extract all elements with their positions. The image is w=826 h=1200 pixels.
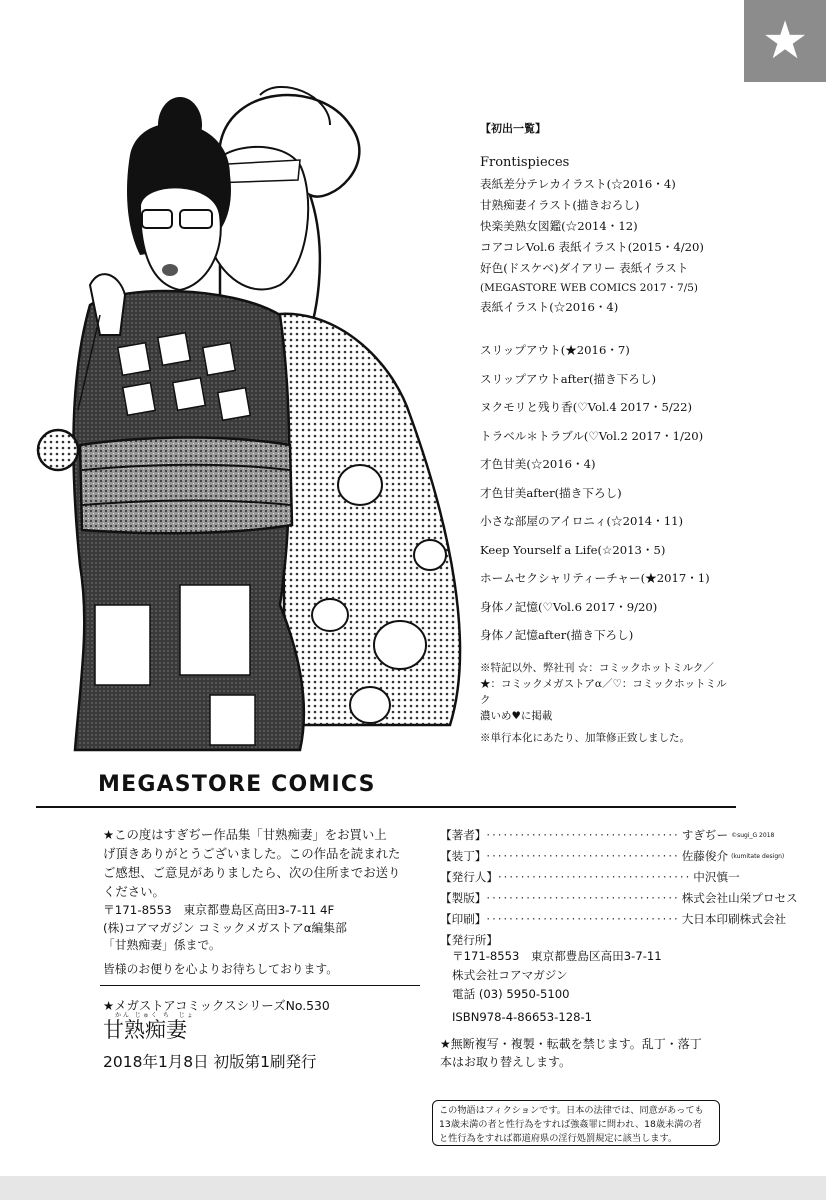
story-item: トラベル＊トラブル(♡Vol.2 2017・1/20) (480, 428, 704, 443)
disclaimer-line: と性行為をすれば都道府県の淫行処罰規定に該当します。 (439, 1133, 678, 1144)
front-item: 好色(ドスケベ)ダイアリー 表紙イラスト (480, 261, 689, 275)
disclaimer-line: 13歳未満の者と性行為をすれば強姦罪に問われ、18歳未満の者 (439, 1119, 702, 1130)
credit-value: 佐藤俊介 (681, 849, 729, 863)
credit-value: 中沢慎一 (693, 870, 740, 884)
credit-row (440, 867, 740, 888)
credit-extra: ©sugi_G 2018 (731, 832, 775, 839)
credit-label: 【発行人】 (440, 870, 498, 884)
credit-row (440, 888, 798, 909)
front-item: コアコレVol.6 表紙イラスト(2015・4/20) (480, 240, 704, 254)
release-date: 2018年1月8日 初版第1刷発行 (103, 1053, 317, 1071)
disclaimer-line: この物語はフィクションです。日本の法律では、同意があっても (439, 1105, 704, 1116)
dot-leader: ·································· (497, 870, 692, 884)
publisher-line: 〒171-8553 東京都豊島区高田3-7-11 (452, 949, 662, 963)
credit-value: 大日本印刷株式会社 (681, 912, 787, 926)
publisher-line: 株式会社コアマガジン (452, 968, 568, 982)
front-item: 表紙イラスト(☆2016・4) (480, 300, 619, 314)
credit-label: 【製版】 (440, 891, 487, 905)
front-item: 表紙差分テレカイラスト(☆2016・4) (480, 177, 676, 191)
story-item: ヌクモリと残り香(♡Vol.4 2017・5/22) (480, 400, 693, 414)
divider (36, 806, 736, 808)
fiction-disclaimer (432, 1100, 720, 1146)
contents-heading: 【初出一覧】 (480, 122, 546, 135)
credit-value: 株式会社山栄プロセス (681, 891, 798, 905)
warning-line: ★無断複写・複製・転載を禁じます。乱丁・落丁 (440, 1037, 702, 1051)
cover-illustration (30, 85, 475, 750)
address-line: (株)コアマガジン コミックメガストアα編集部 (103, 920, 347, 935)
publisher-info (452, 947, 662, 1027)
story-item: 才色甘美(☆2016・4) (480, 457, 596, 471)
warning-line: 本はお取り替えします。 (440, 1055, 572, 1069)
star-icon: ★ (761, 11, 809, 71)
story-item: スリップアウトafter(描き下ろし) (480, 371, 656, 386)
dot-leader: ·································· (486, 849, 680, 863)
front-item: 甘熟痴妻イラスト(描きおろし) (480, 198, 640, 212)
credit-label: 【発行所】 (440, 933, 498, 947)
publication-note (480, 660, 730, 724)
note-line: 濃いめ♥に掲載 (480, 710, 553, 722)
story-item: スリップアウト(★2016・7) (480, 343, 630, 357)
imprint-label: MEGASTORE COMICS (98, 772, 376, 797)
credit-row (440, 909, 787, 930)
list-gap (480, 318, 730, 340)
dot-leader: ·································· (486, 912, 680, 926)
thanks-line: ください。 (103, 884, 165, 899)
front-item: (MEGASTORE WEB COMICS 2017・7/5) (480, 282, 699, 294)
star-tab (744, 0, 826, 82)
credit-row (440, 846, 785, 867)
dot-leader: ·································· (486, 891, 680, 905)
book-title: 甘熟痴妻 (103, 1018, 187, 1042)
revision-note: ※単行本化にあたり、加筆修正致しました。 (480, 732, 690, 744)
story-item: 才色甘美after(描き下ろし) (480, 485, 622, 500)
isbn: ISBN978-4-86653-128-1 (452, 1010, 593, 1024)
thanks-message (103, 825, 423, 901)
mail-address (103, 902, 423, 955)
credit-label: 【著者】 (440, 828, 487, 842)
story-item: 身体ノ記憶(♡Vol.6 2017・9/20) (480, 599, 658, 614)
copyright-warning (440, 1035, 730, 1071)
thanks-line: ★この度はすぎぢー作品集「甘熟痴妻」をお買い上 (103, 827, 387, 842)
divider (100, 985, 420, 986)
note-line: ★：コミックメガストアα／♡：コミックホットミルク (480, 678, 727, 706)
story-item: 小さな部屋のアイロニィ(☆2014・11) (480, 514, 683, 528)
credit-extra: (kumitate design) (731, 853, 785, 860)
story-item: ホームセクシャリティーチャー(★2017・1) (480, 571, 710, 585)
dot-leader: ·································· (486, 828, 680, 842)
address-line: 「甘熟痴妻」係まで。 (103, 938, 221, 952)
looking-forward-text: 皆様のお便りを心よりお待ちしております。 (103, 962, 338, 976)
credit-label: 【印刷】 (440, 912, 487, 926)
address-line: 〒171-8553 東京都豊島区高田3-7-11 4F (103, 903, 335, 917)
contents-list (480, 118, 730, 746)
series-number: ★メガストアコミックスシリーズNo.530 (103, 998, 330, 1013)
credit-row (440, 825, 775, 846)
front-item: 快楽美熟女図鑑(☆2014・12) (480, 219, 638, 233)
story-item: 身体ノ記憶after(描き下ろし) (480, 628, 634, 642)
credits (440, 825, 798, 951)
publisher-line: 電話 (03) 5950-5100 (452, 987, 570, 1001)
story-item: Keep Yourself a Life(☆2013・5) (480, 542, 666, 557)
credit-label: 【装丁】 (440, 849, 487, 863)
credit-value: すぎぢー (681, 828, 729, 842)
bottom-bar (0, 1176, 826, 1200)
frontispieces-title: Frontispieces (480, 155, 570, 170)
title-furigana: かん じゅく ち じょ (115, 1012, 195, 1019)
note-line: ※特記以外、弊社刊 ☆：コミックホットミルク／ (480, 662, 714, 674)
thanks-line: ご感想、ご意見がありましたら、次の住所までお送り (103, 865, 401, 880)
thanks-line: げ頂きありがとうございました。この作品を読まれた (103, 846, 401, 861)
